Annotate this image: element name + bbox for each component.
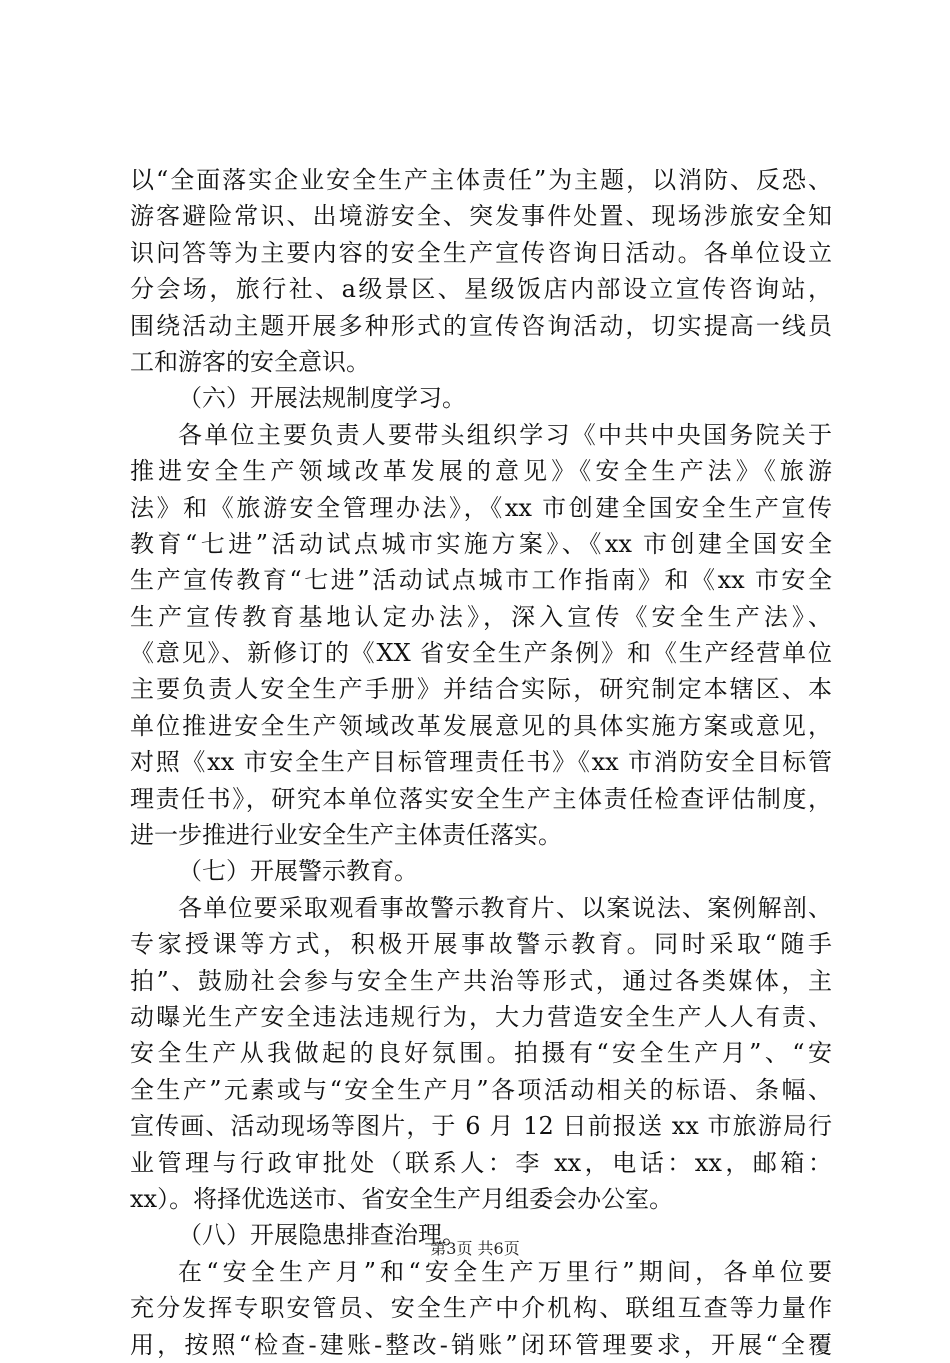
text-line: （七）开展警示教育。: [178, 857, 418, 886]
text-line: 在“安全生产月”和“安全生产万里行”期间，各单位要: [178, 1257, 832, 1286]
text-line: 充分发挥专职安管员、安全生产中介机构、联组互查等力量作: [130, 1294, 832, 1323]
text-line: 单位推进安全生产领域改革发展意见的具体实施方案或意见，: [130, 711, 832, 740]
text-line: 教育“七进”活动试点城市实施方案》、《xx 市创建全国安全: [130, 529, 832, 558]
text-line: 法》和《旅游安全管理办法》，《xx 市创建全国安全生产宣传: [130, 493, 832, 522]
text-line: 宣传画、活动现场等图片，于 6 月 12 日前报送 xx 市旅游局行: [130, 1112, 832, 1141]
text-line: 理责任书》，研究本单位落实安全生产主体责任检查评估制度，: [130, 784, 832, 813]
text-line: 分会场，旅行社、a级景区、星级饭店内部设立宣传咨询站，: [130, 275, 832, 304]
text-line: 拍”、鼓励社会参与安全生产共治等形式，通过各类媒体，主: [130, 966, 832, 995]
text-line: 对照《xx 市安全生产目标管理责任书》《xx 市消防安全目标管: [130, 748, 832, 777]
text-line: 用，按照“检查-建账-整改-销账”闭环管理要求，开展“全覆: [130, 1330, 832, 1359]
text-line: 以“全面落实企业安全生产主体责任”为主题，以消防、反恐、: [130, 166, 832, 194]
text-line: 《意见》、新修订的《XX 省安全生产条例》和《生产经营单位: [130, 639, 832, 668]
text-line: （六）开展法规制度学习。: [178, 384, 466, 413]
text-line: 专家授课等方式，积极开展事故警示教育。同时采取“随手: [130, 930, 832, 959]
text-line: （八）开展隐患排查治理。: [178, 1221, 466, 1250]
text-line: xx）。将择优选送市、省安全生产月组委会办公室。: [130, 1184, 674, 1213]
text-line: 业管理与行政审批处（联系人：李 xx，电话：xx，邮箱：: [130, 1148, 832, 1177]
page-footer: 第3页 共6页: [430, 1239, 520, 1258]
text-line: 工和游客的安全意识。: [130, 347, 370, 376]
text-line: 动曝光生产安全违法违规行为，大力营造安全生产人人有责、: [130, 1002, 832, 1031]
text-line: 主要负责人安全生产手册》并结合实际，研究制定本辖区、本: [130, 675, 832, 704]
text-line: 生产宣传教育“七进”活动试点城市工作指南》和《xx 市安全: [130, 566, 832, 595]
text-line: 各单位要采取观看事故警示教育片、以案说法、案例解剖、: [178, 893, 832, 922]
text-line: 围绕活动主题开展多种形式的宣传咨询活动，切实提高一线员: [130, 311, 832, 340]
text-line: 游客避险常识、出境游安全、突发事件处置、现场涉旅安全知: [130, 202, 832, 231]
text-line: 各单位主要负责人要带头组织学习《中共中央国务院关于: [178, 420, 832, 449]
text-line: 安全生产从我做起的良好氛围。拍摄有“安全生产月”、“安: [130, 1039, 832, 1068]
text-line: 推进安全生产领域改革发展的意见》《安全生产法》《旅游: [130, 457, 832, 486]
text-line: 进一步推进行业安全生产主体责任落实。: [130, 821, 562, 850]
text-line: 全生产”元素或与“安全生产月”各项活动相关的标语、条幅、: [130, 1075, 832, 1104]
text-line: 生产宣传教育基地认定办法》，深入宣传《安全生产法》、: [130, 602, 832, 631]
document-body: [130, 162, 832, 1363]
text-line: 识问答等为主要内容的安全生产宣传咨询日活动。各单位设立: [130, 238, 832, 267]
